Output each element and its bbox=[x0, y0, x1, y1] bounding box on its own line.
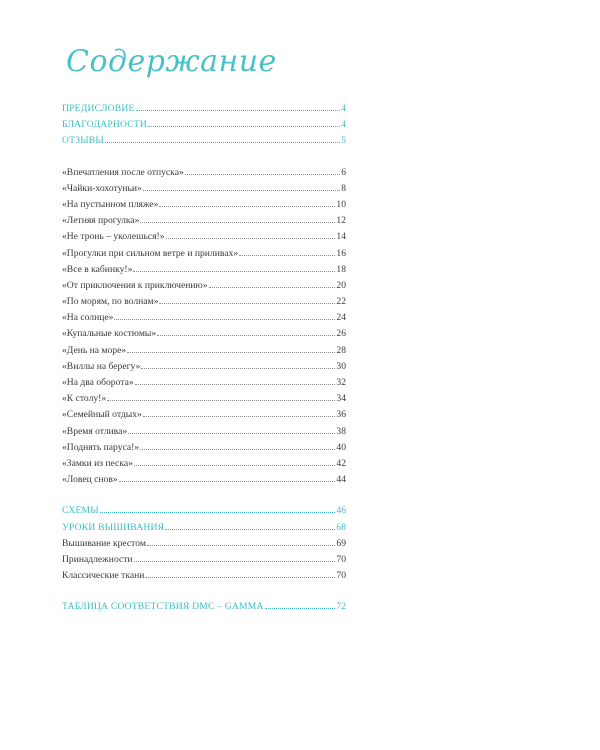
toc-entry-label: «Семейный отдых» bbox=[62, 409, 142, 421]
toc-entry-page: 69 bbox=[336, 537, 346, 549]
toc-entry-label: БЛАГОДАРНОСТИ bbox=[62, 119, 148, 131]
toc-entry-page: 18 bbox=[336, 263, 346, 275]
toc-entry-project[interactable] bbox=[62, 407, 346, 423]
toc-entry-page: 72 bbox=[336, 601, 346, 613]
toc-entry-label: «Чайки-хохотуньи» bbox=[62, 182, 142, 194]
dot-leader bbox=[185, 173, 340, 175]
dot-leader bbox=[157, 334, 335, 336]
toc-entry-label: «От приключения к приключению» bbox=[62, 279, 208, 291]
toc-entry-page: 26 bbox=[336, 328, 346, 340]
toc-entry-project[interactable] bbox=[62, 197, 346, 213]
toc-entry-page: 42 bbox=[336, 457, 346, 469]
dot-leader bbox=[143, 415, 336, 417]
dot-leader bbox=[119, 480, 336, 482]
toc-entry-preface[interactable] bbox=[62, 101, 346, 117]
toc-entry-conversion-table[interactable] bbox=[62, 599, 346, 615]
toc-entry-page: 28 bbox=[336, 344, 346, 356]
toc-entry-label: СХЕМЫ bbox=[62, 505, 99, 517]
toc-entry-page: 70 bbox=[336, 570, 346, 582]
toc-entry-page: 68 bbox=[336, 521, 346, 533]
toc-entry-page: 36 bbox=[336, 409, 346, 421]
toc-entry-label: ТАБЛИЦА СООТВЕТСТВИЯ DMC – GAMMA bbox=[62, 601, 264, 613]
toc-entry-label: «Время отлива» bbox=[62, 425, 128, 437]
toc-entry-label: «На два оборота» bbox=[62, 377, 134, 388]
toc-entry-label: ОТЗЫВЫ bbox=[62, 135, 104, 147]
toc-entry-label: «К столу!» bbox=[62, 393, 107, 405]
toc-entry-page: 30 bbox=[336, 360, 346, 372]
toc-entry-page: 12 bbox=[336, 215, 346, 227]
toc-entry-project[interactable] bbox=[62, 391, 346, 407]
dot-leader bbox=[133, 270, 335, 272]
toc-entry-schemes[interactable] bbox=[62, 503, 346, 519]
toc-entry-reviews[interactable] bbox=[62, 133, 346, 149]
toc-entry-project[interactable] bbox=[62, 310, 346, 326]
toc-entry-project[interactable] bbox=[62, 262, 346, 278]
toc-entry-lesson[interactable] bbox=[62, 568, 346, 584]
dot-leader bbox=[147, 544, 335, 546]
toc-entry-label: «Поднять паруса!» bbox=[62, 441, 140, 453]
dot-leader bbox=[148, 125, 340, 127]
section-spacer bbox=[62, 488, 346, 503]
toc-entry-acknowledgements[interactable] bbox=[62, 117, 346, 133]
toc-entry-page: 40 bbox=[336, 441, 346, 453]
toc-entry-lesson[interactable] bbox=[62, 552, 346, 568]
toc-entry-label: «Летняя прогулка» bbox=[62, 215, 140, 227]
toc-entry-label: Вышивание крестом bbox=[62, 537, 146, 549]
toc-entry-page: 10 bbox=[336, 198, 346, 210]
toc-entry-page: 22 bbox=[336, 296, 346, 308]
toc-entry-page: 6 bbox=[341, 166, 346, 178]
toc-entry-project[interactable] bbox=[62, 229, 346, 245]
dot-leader bbox=[127, 351, 335, 353]
toc-entry-project[interactable] bbox=[62, 456, 346, 472]
dot-leader bbox=[140, 448, 335, 450]
toc-entry-page: 70 bbox=[336, 553, 346, 565]
toc-entry-page: 44 bbox=[336, 474, 346, 486]
toc-entry-lessons[interactable] bbox=[62, 520, 346, 536]
toc-entry-project[interactable] bbox=[62, 424, 346, 440]
toc-entry-label: «На солнце» bbox=[62, 312, 114, 324]
toc-entry-label: «Впечатления после отпуска» bbox=[62, 166, 184, 178]
dot-leader bbox=[105, 141, 340, 143]
dot-leader bbox=[134, 464, 335, 466]
toc-entry-label: «Замки из песка» bbox=[62, 457, 133, 469]
dot-leader bbox=[265, 607, 336, 609]
toc-entry-page: 8 bbox=[341, 182, 346, 194]
toc-entry-page: 24 bbox=[336, 312, 346, 324]
toc-entry-project[interactable] bbox=[62, 472, 346, 488]
toc-entry-label: «Прогулки при сильном ветре и приливах» bbox=[62, 247, 239, 259]
dot-leader bbox=[135, 383, 336, 385]
dot-leader bbox=[239, 254, 335, 256]
toc-entry-page: 16 bbox=[336, 247, 346, 259]
toc-entry-page: 20 bbox=[336, 279, 346, 291]
dot-leader bbox=[141, 367, 335, 369]
dot-leader bbox=[159, 302, 335, 304]
toc-entry-label: ПРЕДИСЛОВИЕ bbox=[62, 103, 135, 114]
dot-leader bbox=[145, 576, 335, 578]
dot-leader bbox=[114, 318, 335, 320]
page-title: Содержание bbox=[66, 44, 277, 79]
toc-entry-label: «Виллы на берегу» bbox=[62, 360, 141, 372]
section-spacer bbox=[62, 584, 346, 599]
toc-entry-project[interactable] bbox=[62, 181, 346, 197]
dot-leader bbox=[143, 189, 340, 191]
dot-leader bbox=[165, 528, 335, 530]
dot-leader bbox=[159, 205, 335, 207]
toc-entry-label: «Купальные костюмы» bbox=[62, 328, 157, 340]
table-of-contents bbox=[62, 101, 346, 615]
toc-entry-page: 46 bbox=[336, 505, 346, 517]
toc-entry-project[interactable] bbox=[62, 359, 346, 375]
toc-entry-project[interactable] bbox=[62, 165, 346, 181]
toc-entry-label: «Ловец снов» bbox=[62, 474, 118, 486]
dot-leader bbox=[100, 511, 336, 513]
dot-leader bbox=[209, 286, 336, 288]
dot-leader bbox=[166, 237, 336, 239]
toc-entry-page: 32 bbox=[336, 377, 346, 388]
toc-entry-project[interactable] bbox=[62, 213, 346, 229]
toc-entry-label: «Все в кабинку!» bbox=[62, 263, 133, 275]
toc-entry-project[interactable] bbox=[62, 246, 346, 262]
toc-entry-page: 4 bbox=[341, 119, 346, 131]
toc-entry-label: «Не тронь – уколешься!» bbox=[62, 231, 165, 243]
dot-leader bbox=[134, 560, 336, 562]
toc-entry-page: 34 bbox=[336, 393, 346, 405]
toc-entry-project[interactable] bbox=[62, 278, 346, 294]
toc-entry-project[interactable] bbox=[62, 375, 346, 391]
toc-entry-label: «По морям, по волнам» bbox=[62, 296, 159, 308]
dot-leader bbox=[107, 399, 335, 401]
toc-entry-project[interactable] bbox=[62, 343, 346, 359]
toc-entry-label: «На пустынном пляже» bbox=[62, 198, 159, 210]
dot-leader bbox=[140, 221, 335, 223]
toc-entry-label: Классические ткани bbox=[62, 570, 145, 582]
toc-entry-page: 38 bbox=[336, 425, 346, 437]
toc-entry-label: УРОКИ ВЫШИВАНИЯ bbox=[62, 521, 165, 533]
toc-entry-label: Принадлежности bbox=[62, 553, 133, 565]
toc-entry-project[interactable] bbox=[62, 326, 346, 342]
toc-entry-lesson[interactable] bbox=[62, 536, 346, 552]
toc-entry-label: «День на море» bbox=[62, 344, 127, 356]
toc-entry-project[interactable] bbox=[62, 440, 346, 456]
toc-entry-page: 4 bbox=[341, 103, 346, 114]
toc-entry-project[interactable] bbox=[62, 294, 346, 310]
dot-leader bbox=[128, 432, 335, 434]
toc-entry-page: 5 bbox=[341, 135, 346, 147]
toc-entry-page: 14 bbox=[336, 231, 346, 243]
section-spacer bbox=[62, 150, 346, 165]
dot-leader bbox=[136, 109, 341, 111]
